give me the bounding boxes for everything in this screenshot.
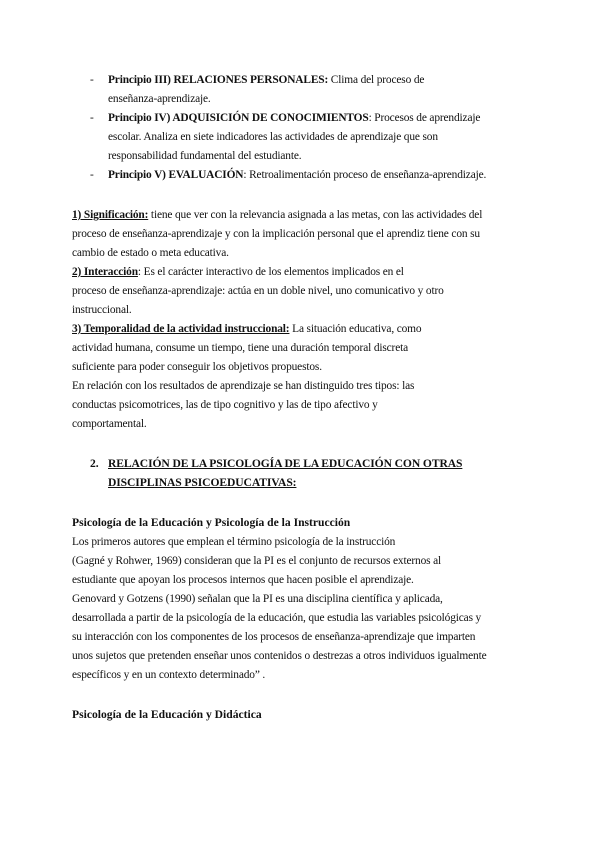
subsection-heading-didactica: Psicología de la Educación y Didáctica — [72, 708, 262, 721]
paragraph-line: estudiante que apoyan los procesos internos que hacen posible el aprendizaje. — [72, 574, 414, 586]
interaccion-line-2: proceso de enseñanza-aprendizaje: actúa en un doble nivel, uno comunicativo y otro — [72, 285, 444, 297]
principle-3-text-cont: enseñanza-aprendizaje. — [108, 93, 211, 105]
principle-5-label: Principio V) EVALUACIÓN — [108, 169, 244, 181]
bullet-dash: - — [90, 112, 94, 124]
interaccion-label: 2) Interacción — [72, 266, 138, 278]
principle-4-text-cont: escolar. Analiza en siete indicadores las actividades de aprendizaje que son — [108, 131, 438, 143]
principle-4-text-cont2: responsabilidad fundamental del estudiante. — [108, 150, 302, 162]
paragraph-line: Genovard y Gotzens (1990) señalan que la PI es una disciplina científica y aplicada, — [72, 593, 443, 605]
significacion-line-2: proceso de enseñanza-aprendizaje y con la implicación personal que el aprendiz tiene con su — [72, 228, 480, 240]
temporalidad-line-2: actividad humana, consume un tiempo, tiene una duración temporal discreta — [72, 342, 409, 354]
principle-4 — [108, 111, 480, 125]
significacion-label: 1) Significación: — [72, 209, 149, 221]
resultados-line-1: En relación con los resultados de aprendizaje se han distinguido tres tipos: las — [72, 380, 415, 392]
paragraph-line: su interacción con los componentes de los procesos de enseñanza-aprendizaje que imparten — [72, 631, 476, 643]
paragraph-line: específicos y en un contexto determinado” . — [72, 669, 266, 681]
principle-4-label: Principio IV) ADQUISICIÓN DE CONOCIMIENTOS — [108, 112, 369, 124]
paragraph-line: desarrollada a partir de la psicología de la educación, que estudia las variables psicológicas y — [72, 612, 482, 624]
temporalidad-line-3: suficiente para poder conseguir los objetivos propuestos. — [72, 361, 322, 373]
paragraph-line: unos sujetos que pretenden enseñar unos contenidos o destrezas a otros individuos igualmente — [72, 650, 487, 662]
resultados-line-2: conductas psicomotrices, las de tipo cognitivo y las de tipo afectivo y — [72, 399, 378, 411]
temporalidad-label: 3) Temporalidad de la actividad instruccional: — [72, 323, 290, 335]
section-title-line-1: RELACIÓN DE LA PSICOLOGÍA DE LA EDUCACIÓN CON OTRAS — [108, 457, 463, 470]
paragraph-line: (Gagné y Rohwer, 1969) consideran que la PI es el conjunto de recursos externos al — [72, 555, 442, 567]
principle-5-text: : Retroalimentación proceso de enseñanza-aprendizaje. — [243, 169, 487, 181]
principle-4-text: : Procesos de aprendizaje — [368, 112, 481, 124]
temporalidad-text: La situación educativa, como — [289, 323, 422, 335]
principle-3 — [108, 73, 424, 87]
significacion-line-3: cambio de estado o meta educativa. — [72, 247, 229, 259]
subsection-heading-instruccion: Psicología de la Educación y Psicología de la Instrucción — [72, 516, 351, 529]
interaccion-text: : Es el carácter interactivo de los elementos implicados en el — [137, 266, 404, 278]
interaccion-line-3: instruccional. — [72, 304, 132, 316]
significacion-text: tiene que ver con la relevancia asignada a las metas, con las actividades del — [148, 209, 483, 221]
bullet-dash: - — [90, 169, 94, 181]
section-title-line-2: DISCIPLINAS PSICOEDUCATIVAS: — [108, 476, 297, 489]
interaccion-line-1 — [72, 265, 404, 279]
section-number: 2. — [90, 457, 99, 470]
bullet-dash: - — [90, 74, 94, 86]
principle-3-text: Clima del proceso de — [328, 74, 425, 86]
principle-5 — [108, 168, 486, 182]
significacion-line-1 — [72, 208, 482, 222]
temporalidad-line-1 — [72, 322, 421, 336]
principle-3-label: Principio III) RELACIONES PERSONALES: — [108, 74, 329, 86]
paragraph-line: Los primeros autores que emplean el término psicología de la instrucción — [72, 536, 396, 548]
resultados-line-3: comportamental. — [72, 418, 147, 430]
